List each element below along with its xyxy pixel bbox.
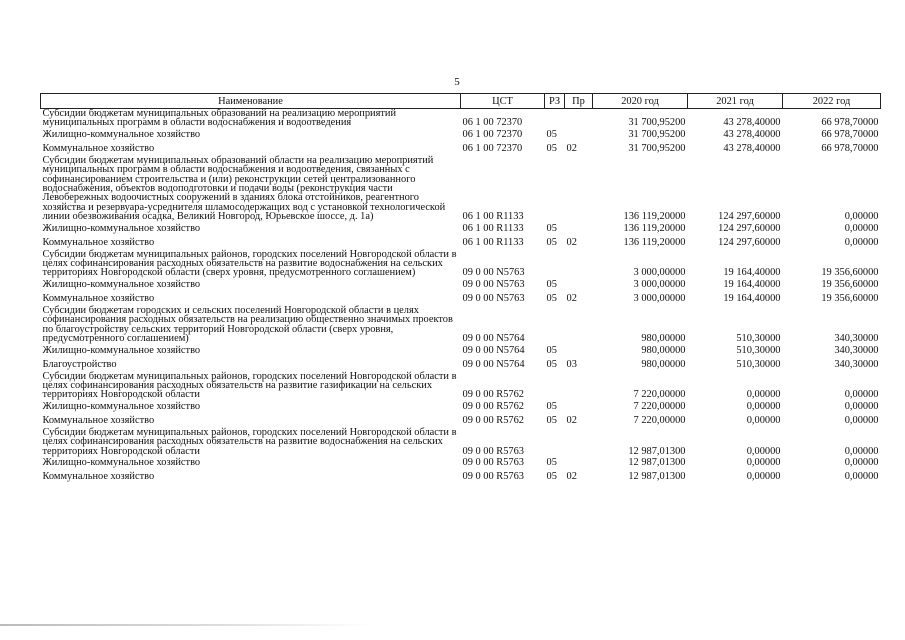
row-2022: 0,00000 [844, 400, 879, 412]
row-2020: 136 119,20000 [623, 222, 686, 234]
row-name: Субсидии бюджетам муниципальных образований области на реализацию мероприятий муниципальных программ в области водоснабжения и водоотведения, связанных с софинансированием строительства и (или) реконструкции сетей централизованного водоснабжения, объектов водоподготовки и подачи воды (реконструкция части Левобережных водоочистных сооружений в зданиях блока отстойников, реагентного хозяйства и резервуара-усреднителя шламосодержащих вод с установкой технологической линии обезвоживания осадка, Великий Новгород, Юрьевское шоссе, д. 1а) [42, 154, 446, 223]
row-rz: 05 [546, 414, 557, 426]
table-body [41, 109, 881, 484]
row-2022: 0,00000 [844, 414, 879, 426]
table-row [41, 292, 881, 306]
row-2021: 0,00000 [746, 470, 781, 482]
row-2022: 19 356,60000 [821, 278, 879, 290]
row-pr [565, 372, 593, 400]
row-2020: 31 700,95200 [628, 117, 686, 129]
row-pr [565, 109, 593, 128]
row-2022: 0,00000 [844, 211, 879, 223]
row-cst: 09 0 00 R5762 [462, 389, 524, 401]
row-2021: 43 278,40000 [723, 128, 781, 140]
row-rz [545, 109, 565, 128]
row-rz: 05 [546, 400, 557, 412]
table-row [41, 156, 881, 222]
row-2020: 136 119,20000 [623, 236, 686, 248]
row-2020: 980,00000 [641, 344, 686, 356]
row-2021: 19 164,40000 [723, 292, 781, 304]
header-name: Наименование [41, 94, 461, 109]
row-cst: 09 0 00 R5763 [462, 456, 524, 468]
row-2022: 0,00000 [844, 470, 879, 482]
row-pr: 03 [566, 358, 577, 370]
row-name: Коммунальное хозяйство [42, 236, 155, 248]
row-2020: 7 220,00000 [633, 389, 686, 401]
row-2021: 124 297,60000 [718, 236, 781, 248]
row-rz: 05 [546, 292, 557, 304]
budget-table [40, 93, 881, 484]
row-2022: 340,30000 [834, 344, 879, 356]
row-2021: 510,30000 [736, 358, 781, 370]
row-name: Жилищно-коммунальное хозяйство [42, 400, 201, 412]
table-row [41, 470, 881, 484]
row-rz [545, 250, 565, 278]
row-pr [565, 306, 593, 344]
row-rz: 05 [546, 470, 557, 482]
row-2021: 124 297,60000 [718, 211, 781, 223]
row-2020: 980,00000 [641, 333, 686, 345]
table-row [41, 128, 881, 142]
row-2021: 0,00000 [746, 414, 781, 426]
row-2022: 0,00000 [844, 236, 879, 248]
row-rz [545, 428, 565, 456]
header-2020: 2020 год [593, 94, 688, 109]
row-name: Жилищно-коммунальное хозяйство [42, 344, 201, 356]
header-2022: 2022 год [783, 94, 881, 109]
row-2020: 12 987,01300 [628, 456, 686, 468]
table-row [41, 250, 881, 278]
row-cst: 09 0 00 N5763 [462, 292, 525, 304]
row-2020: 3 000,00000 [633, 267, 686, 279]
header-rz: РЗ [545, 94, 565, 109]
row-pr [565, 250, 593, 278]
table-row [41, 372, 881, 400]
row-cst: 09 0 00 N5764 [462, 358, 525, 370]
row-cst: 09 0 00 N5764 [462, 333, 525, 345]
row-name: Жилищно-коммунальное хозяйство [42, 222, 201, 234]
table-row [41, 414, 881, 428]
row-rz: 05 [546, 456, 557, 468]
table-row [41, 109, 881, 128]
row-pr [565, 156, 593, 222]
row-cst: 09 0 00 R5762 [462, 414, 524, 426]
row-rz: 05 [546, 142, 557, 154]
row-2020: 31 700,95200 [628, 128, 686, 140]
row-name: Коммунальное хозяйство [42, 142, 155, 154]
row-cst: 06 1 00 72370 [462, 117, 523, 129]
row-pr [565, 456, 593, 470]
row-name: Субсидии бюджетам муниципальных районов, городских поселений Новгородской области в целях софинансирования расходных обязательств на развитие водоснабжения на сельских территориях Новгородской области (сверх уровня, предусмотренного соглашением) [42, 248, 457, 279]
row-cst: 06 1 00 R1133 [462, 222, 524, 234]
row-2020: 7 220,00000 [633, 414, 686, 426]
row-pr [565, 428, 593, 456]
row-2022: 0,00000 [844, 222, 879, 234]
row-2021: 43 278,40000 [723, 117, 781, 129]
row-pr: 02 [566, 236, 577, 248]
row-name: Субсидии бюджетам муниципальных районов, городских поселений Новгородской области в целях софинансирования расходных обязательств на развитие газификации на сельских территориях Новгородской области [42, 370, 457, 401]
row-rz [545, 156, 565, 222]
row-2020: 7 220,00000 [633, 400, 686, 412]
row-name: Жилищно-коммунальное хозяйство [42, 128, 201, 140]
row-2022: 340,30000 [834, 358, 879, 370]
row-2022: 19 356,60000 [821, 292, 879, 304]
row-2021: 124 297,60000 [718, 222, 781, 234]
row-name: Субсидии бюджетам муниципальных районов, городских поселений Новгородской области в целях софинансирования расходных обязательств на развитие водоснабжения на сельских территориях Новгородской области [42, 426, 457, 457]
page-number: 5 [454, 76, 460, 88]
table-row [41, 142, 881, 156]
row-name: Жилищно-коммунальное хозяйство [42, 278, 201, 290]
row-pr: 02 [566, 292, 577, 304]
row-2021: 510,30000 [736, 333, 781, 345]
table-row [41, 400, 881, 414]
row-cst: 09 0 00 N5763 [462, 278, 525, 290]
row-pr: 02 [566, 414, 577, 426]
table-header [41, 94, 881, 109]
row-name: Субсидии бюджетам городских и сельских поселений Новгородской области в целях софинансирования расходных обязательств на реализацию общественно значимых проектов по благоустройству сельских территорий Новгородской области (сверх уровня, предусмотренного соглашением) [42, 304, 453, 345]
row-rz: 05 [546, 128, 557, 140]
row-2020: 12 987,01300 [628, 470, 686, 482]
row-pr: 02 [566, 470, 577, 482]
row-2022: 0,00000 [844, 389, 879, 401]
row-rz: 05 [546, 344, 557, 356]
row-name: Благоустройство [42, 358, 117, 370]
scan-artifact [0, 624, 370, 626]
row-2022: 66 978,70000 [821, 117, 879, 129]
row-cst: 09 0 00 N5763 [462, 267, 525, 279]
row-cst: 09 0 00 R5762 [462, 400, 524, 412]
row-rz: 05 [546, 222, 557, 234]
row-cst: 09 0 00 N5764 [462, 344, 525, 356]
row-cst: 06 1 00 R1133 [462, 211, 524, 223]
row-2021: 0,00000 [746, 456, 781, 468]
row-pr [565, 278, 593, 292]
row-rz: 05 [546, 358, 557, 370]
row-name: Жилищно-коммунальное хозяйство [42, 456, 201, 468]
row-2021: 43 278,40000 [723, 142, 781, 154]
table-row [41, 358, 881, 372]
header-pr: Пр [565, 94, 593, 109]
row-pr [565, 128, 593, 142]
row-2021: 19 164,40000 [723, 267, 781, 279]
table-row [41, 306, 881, 344]
row-2020: 980,00000 [641, 358, 686, 370]
row-pr [565, 344, 593, 358]
row-2021: 510,30000 [736, 344, 781, 356]
row-cst: 06 1 00 72370 [462, 128, 523, 140]
row-2020: 3 000,00000 [633, 292, 686, 304]
row-rz: 05 [546, 278, 557, 290]
row-pr [565, 400, 593, 414]
row-2020: 31 700,95200 [628, 142, 686, 154]
row-2022: 340,30000 [834, 333, 879, 345]
row-cst: 09 0 00 R5763 [462, 445, 524, 457]
row-2021: 19 164,40000 [723, 278, 781, 290]
row-2022: 66 978,70000 [821, 142, 879, 154]
row-2021: 0,00000 [746, 445, 781, 457]
table-row [41, 456, 881, 470]
row-rz: 05 [546, 236, 557, 248]
row-cst: 06 1 00 72370 [462, 142, 523, 154]
row-2022: 0,00000 [844, 456, 879, 468]
row-2022: 66 978,70000 [821, 128, 879, 140]
table-row [41, 278, 881, 292]
table-row [41, 428, 881, 456]
header-cst: ЦСТ [461, 94, 545, 109]
row-2020: 12 987,01300 [628, 445, 686, 457]
row-2020: 3 000,00000 [633, 278, 686, 290]
table-row [41, 344, 881, 358]
row-name: Коммунальное хозяйство [42, 292, 155, 304]
row-name: Субсидии бюджетам муниципальных образований на реализацию мероприятий муниципальных программ в области водоснабжения и водоотведения [42, 108, 397, 129]
row-name: Коммунальное хозяйство [42, 414, 155, 426]
row-2021: 0,00000 [746, 400, 781, 412]
table-row [41, 222, 881, 236]
header-2021: 2021 год [688, 94, 783, 109]
row-rz [545, 372, 565, 400]
row-2020: 136 119,20000 [623, 211, 686, 223]
row-pr [565, 222, 593, 236]
row-rz [545, 306, 565, 344]
row-2022: 19 356,60000 [821, 267, 879, 279]
row-cst: 06 1 00 R1133 [462, 236, 524, 248]
row-2021: 0,00000 [746, 389, 781, 401]
row-cst: 09 0 00 R5763 [462, 470, 524, 482]
row-2022: 0,00000 [844, 445, 879, 457]
row-name: Коммунальное хозяйство [42, 470, 155, 482]
row-pr: 02 [566, 142, 577, 154]
table-row [41, 236, 881, 250]
